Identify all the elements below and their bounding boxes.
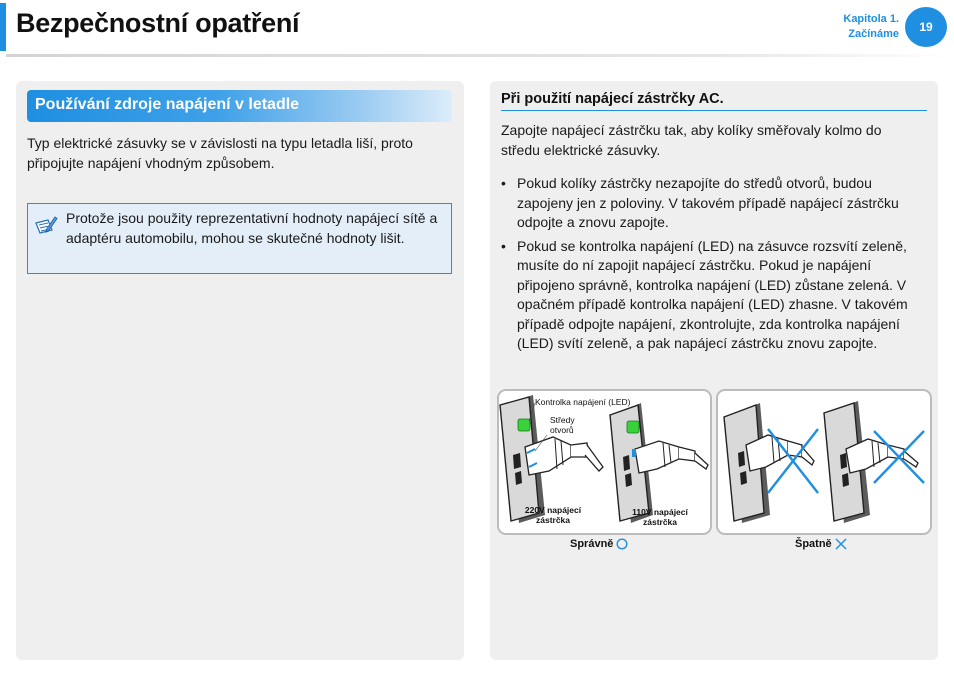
page-number-badge: 19 xyxy=(905,7,947,47)
left-intro-text: Typ elektrické zásuvky se v závislosti na typu letadla liší, proto připojujte napájení vhodným způsobem. xyxy=(27,135,413,171)
plug-110v-label-line1: 110V napájecí xyxy=(632,507,688,517)
section-heading: Používání zdroje napájení v letadle xyxy=(35,96,300,113)
bullet-marker: • xyxy=(501,237,506,254)
note-box xyxy=(27,203,452,274)
plug-110v-label xyxy=(620,507,700,527)
chapter-label xyxy=(843,12,899,42)
right-intro-text: Zapojte napájecí zástrčku tak, aby kolíky směřovaly kolmo do středu elektrické zásuvky. xyxy=(501,122,882,158)
circle-icon xyxy=(616,538,628,550)
title-divider xyxy=(6,54,954,57)
correct-plug-illustration xyxy=(497,389,712,535)
led-indicator-label: Kontrolka napájení (LED) xyxy=(535,397,631,407)
hole-centers-label-line2: otvorů xyxy=(550,425,574,435)
wrong-caption xyxy=(795,538,847,550)
list-item xyxy=(501,174,927,233)
bullet-marker: • xyxy=(501,175,506,191)
plug-220v-label-line1: 220V napájecí xyxy=(524,505,582,515)
correct-caption-text: Správně xyxy=(570,538,614,550)
note-pencil-icon xyxy=(34,214,58,238)
wrong-outlets-drawing xyxy=(718,391,930,533)
correct-caption xyxy=(570,538,628,550)
list-item-text: Pokud se kontrolka napájení (LED) na zásuvce rozsvítí zeleně, musíte do ní zapojit napájecí zástrčku. Pokud je napájení připojeno správně, kontrolka napájení (LED) zůstane zelená. V opačném případě kontrolka napájení (LED) zhasne. V takovém případě odpojte napájení, zkontrolujte, zda kontrolka napájení (LED) svítí zeleně, a pak napájecí zástrčku znovu zapojte. xyxy=(517,237,908,351)
wrong-plug-illustration xyxy=(716,389,932,535)
plug-220v-label-line2: zástrčka xyxy=(535,515,571,525)
plug-110v-label-line2: zástrčka xyxy=(642,517,678,527)
subsection-heading: Při použití napájecí zástrčky AC. xyxy=(501,91,927,111)
plug-220v-label xyxy=(513,505,593,525)
chapter-name: Začínáme xyxy=(848,28,899,40)
section-heading-bar xyxy=(27,90,452,122)
chapter-number: Kapitola 1. xyxy=(843,13,899,25)
bullet-list xyxy=(501,174,927,358)
page-title: Bezpečnostní opatření xyxy=(16,8,300,38)
wrong-caption-text: Špatně xyxy=(795,538,832,550)
note-text: Protože jsou použity reprezentativní hodnoty napájecí sítě a adaptéru automobilu, mohou se skutečné hodnoty lišit. xyxy=(66,210,438,246)
right-panel xyxy=(490,81,938,660)
list-item-text: Pokud kolíky zástrčky nezapojíte do středů otvorů, budou zapojeny jen z poloviny. V takovém případě napájecí zástrčku odpojte a znovu zapojte. xyxy=(517,175,899,230)
title-accent-bar xyxy=(0,3,6,51)
cross-icon xyxy=(835,538,847,550)
list-item xyxy=(501,237,927,354)
hole-centers-label-line1: Středy xyxy=(550,415,575,425)
